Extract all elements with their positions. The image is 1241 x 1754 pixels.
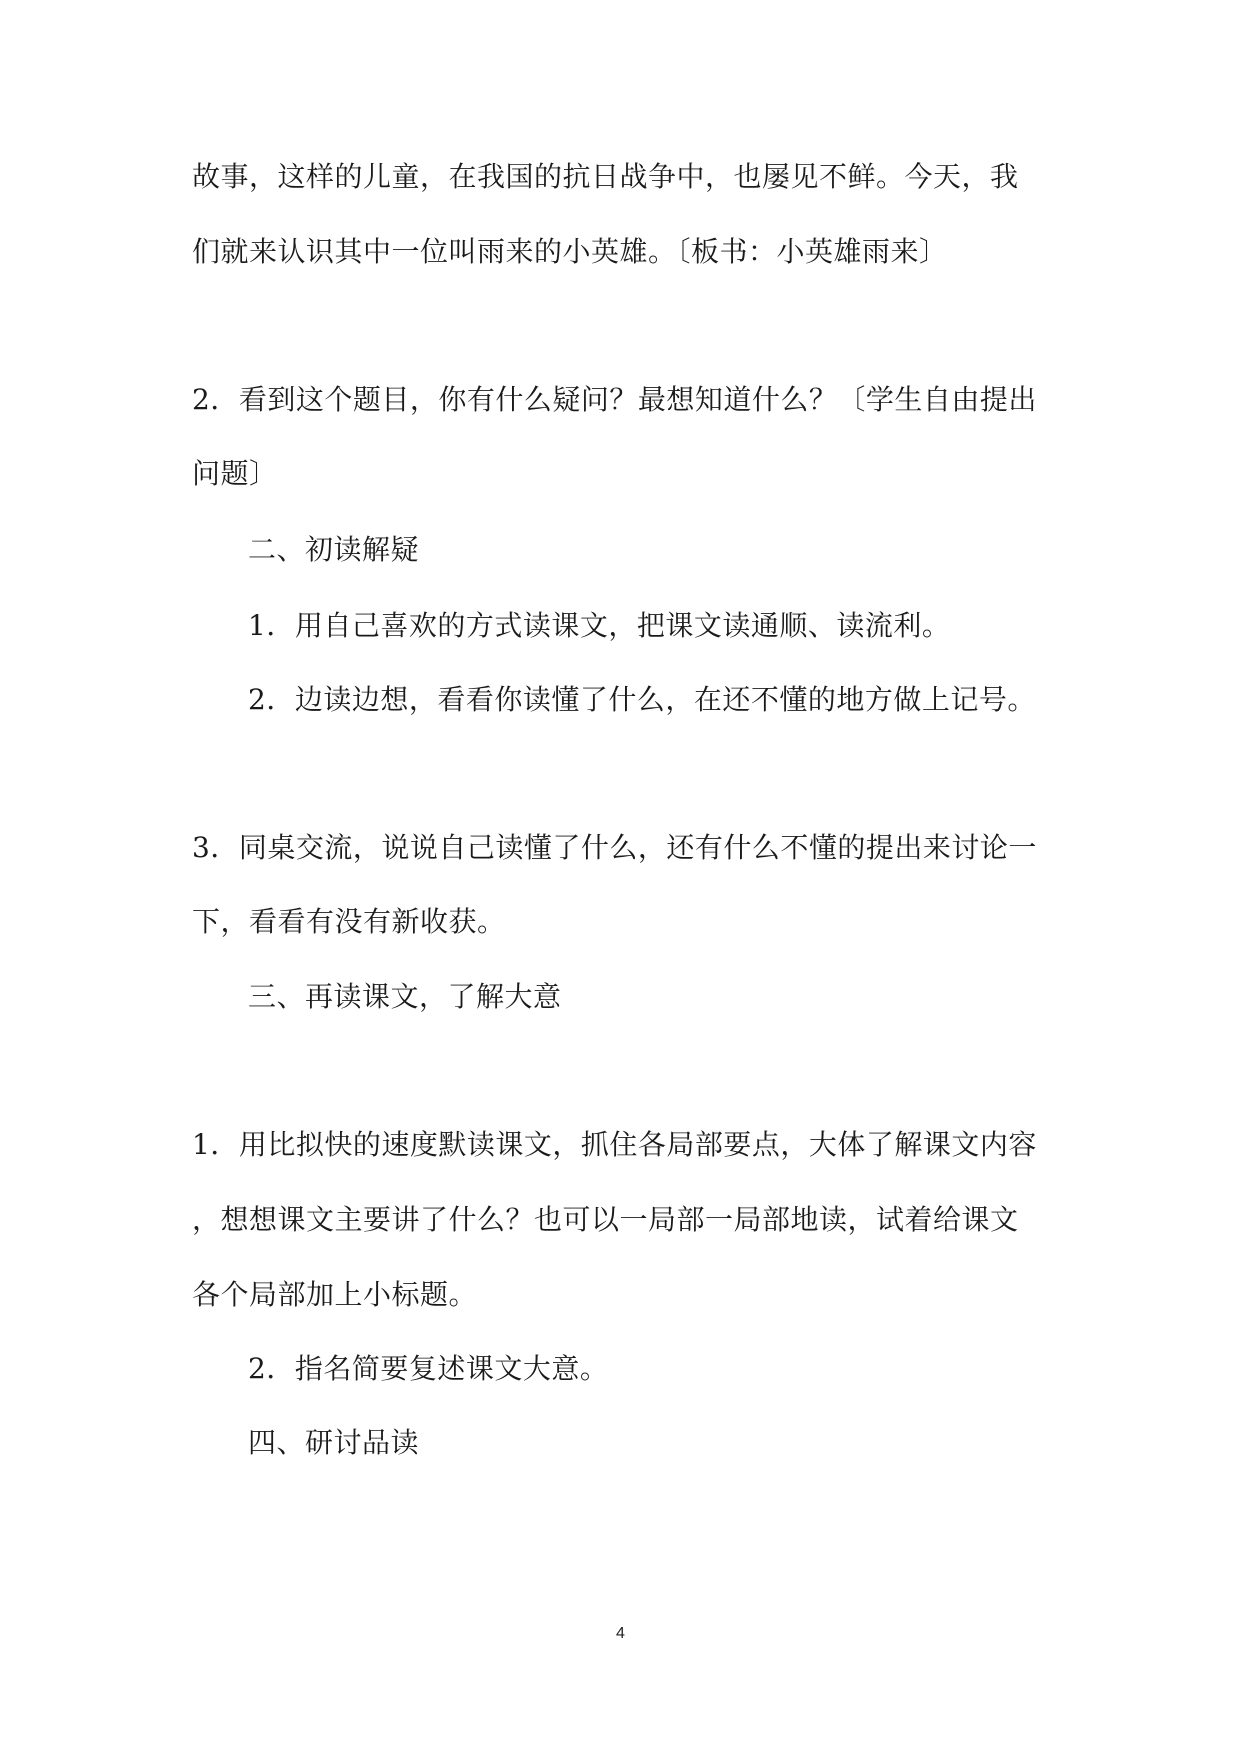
text-line: 问题〕 [192,457,278,490]
text-line: 各个局部加上小标题。 [192,1278,478,1311]
page-number: 4 [616,1625,625,1642]
text-line: ，想想课文主要讲了什么？也可以一局部一局部地读，试着给课文 [192,1203,1019,1236]
text-line: 下，看看有没有新收获。 [192,905,506,938]
text-line: 2．边读边想，看看你读懂了什么，在还不懂的地方做上记号。 [248,683,1036,716]
section-heading: 四、研讨品读 [248,1426,420,1459]
text-line: 们就来认识其中一位叫雨来的小英雄。〔板书：小英雄雨来〕 [192,235,948,268]
section-heading: 三、再读课文，了解大意 [248,980,562,1013]
text-line: 2．看到这个题目，你有什么疑问？最想知道什么？〔学生自由提出 [192,383,1037,416]
text-line: 2．指名简要复述课文大意。 [248,1352,609,1385]
text-line: 1．用自己喜欢的方式读课文，把课文读通顺、读流利。 [248,609,951,642]
section-heading: 二、初读解疑 [248,533,420,566]
text-line: 故事，这样的儿童，在我国的抗日战争中，也屡见不鲜。今天，我 [192,160,1019,193]
text-line: 1．用比拟快的速度默读课文，抓住各局部要点，大体了解课文内容 [192,1128,1037,1161]
text-line: 3．同桌交流，说说自己读懂了什么，还有什么不懂的提出来讨论一 [192,831,1037,864]
